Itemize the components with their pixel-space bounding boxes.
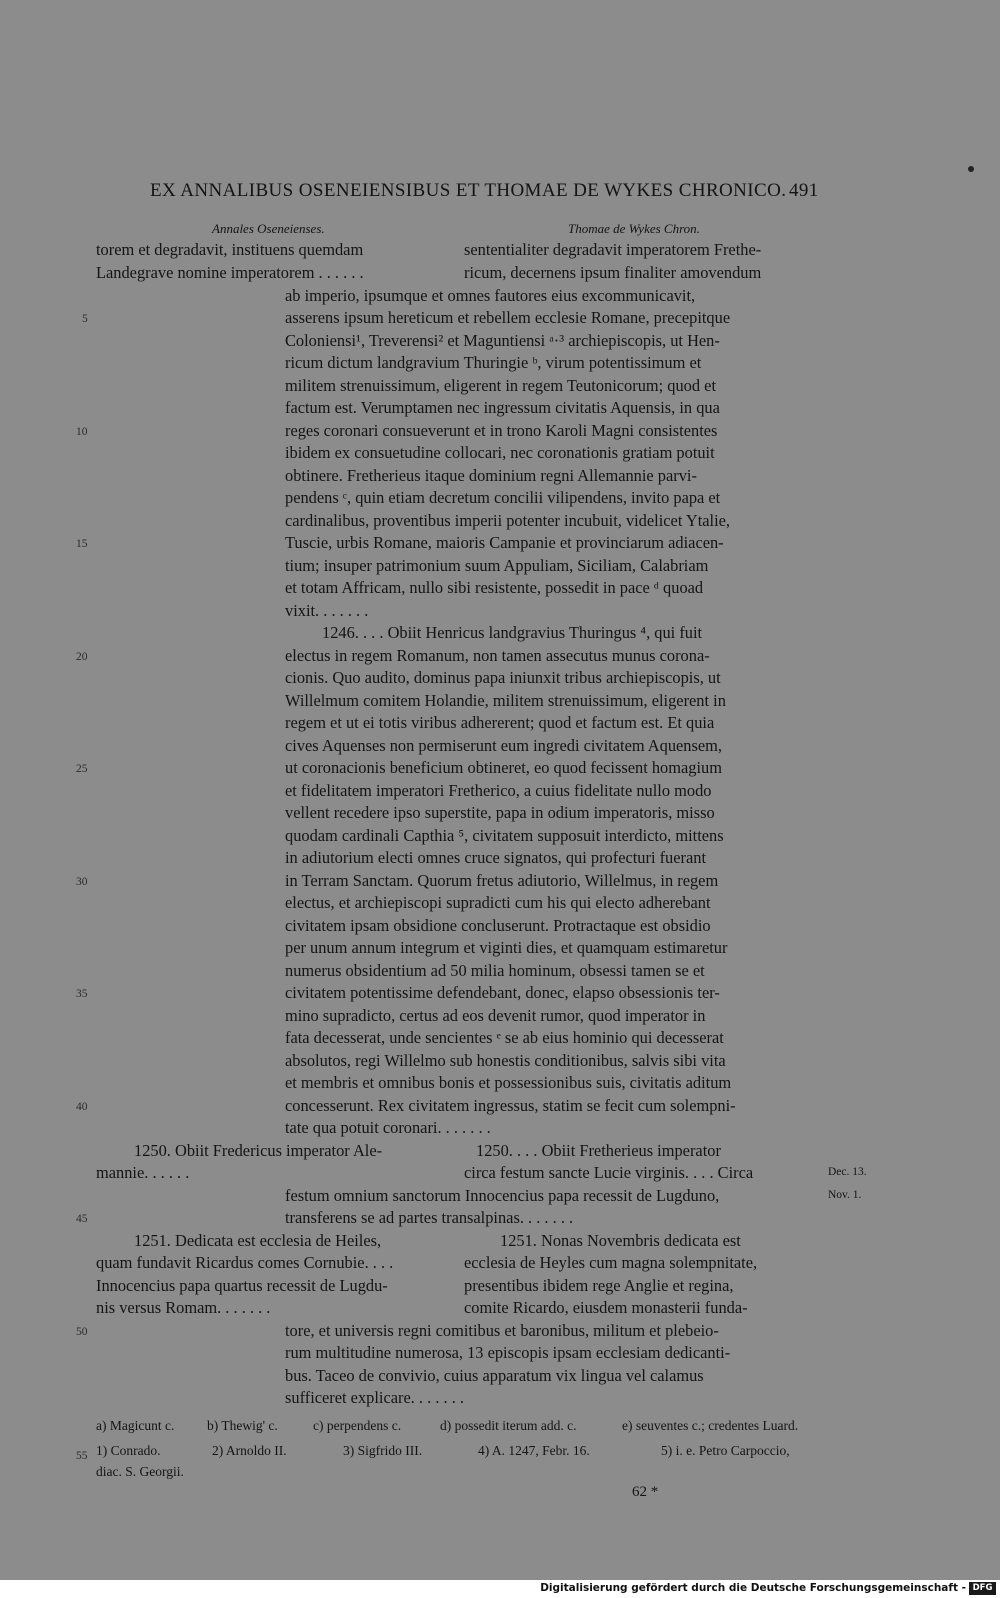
digitization-footer bbox=[0, 1580, 1000, 1598]
text-line: civitatem potentissime defendebant, donec, elapso obsessionis ter- bbox=[285, 983, 720, 1002]
dfg-logo-icon: DFG bbox=[969, 1582, 996, 1595]
text-line: cardinalibus, proventibus imperii potenter incubuit, videlicet Ytalie, bbox=[285, 511, 731, 530]
text-line: vixit. . . . . . . bbox=[285, 601, 369, 620]
text-line: Innocencius papa quartus recessit de Lugdu- bbox=[96, 1276, 388, 1295]
text-line: et membris et omnibus bonis et possessionibus suis, civitatis aditum bbox=[285, 1073, 732, 1092]
text-line: absolutos, regi Willelmo sub honestis conditionibus, salvis sibi vita bbox=[285, 1051, 726, 1070]
text-line: 1251. Nonas Novembris dedicata est bbox=[500, 1231, 741, 1250]
text-line: factum est. Verumptamen nec ingressum civitatis Aquensis, in qua bbox=[285, 398, 720, 417]
footnote: 5) i. e. Petro Carpoccio, bbox=[661, 1443, 790, 1458]
text-line: electus in regem Romanum, non tamen assecutus munus corona- bbox=[285, 646, 710, 665]
text-line: sententialiter degradavit imperatorem Frethe- bbox=[464, 240, 762, 259]
text-line: ut coronacionis beneficium obtineret, eo quod fecissent homagium bbox=[285, 758, 722, 777]
line-number: 55 bbox=[76, 1450, 88, 1462]
text-line: cionis. Quo audito, dominus papa iniunxit tribus archiepiscopis, ut bbox=[285, 668, 721, 687]
text-line: rum multitudine numerosa, 13 episcopis ipsam ecclesiam dedicanti- bbox=[285, 1343, 731, 1362]
footnote: 3) Sigfrido III. bbox=[343, 1443, 423, 1458]
footnote: diac. S. Georgii. bbox=[96, 1464, 184, 1479]
footnote: a) Magicunt c. bbox=[96, 1418, 175, 1433]
text-line: et fidelitatem imperatori Fretherico, a cuius fidelitate nullo modo bbox=[285, 781, 712, 800]
text-line: tore, et universis regni comitibus et baronibus, militum et plebeio- bbox=[285, 1321, 719, 1340]
text-line: bus. Taceo de convivio, cuius apparatum vix lingua vel calamus bbox=[285, 1366, 704, 1385]
text-line: quodam cardinali Capthia ⁵, civitatem supposuit interdicto, mittens bbox=[285, 826, 724, 845]
text-line: concesserunt. Rex civitatem ingressus, statim se fecit cum solempni- bbox=[285, 1096, 736, 1115]
text-line: 1246. . . . Obiit Henricus landgravius Thuringus ⁴, qui fuit bbox=[322, 623, 703, 642]
text-line: per unum annum integrum et viginti dies, et quamquam estimaretur bbox=[285, 938, 728, 957]
text-line: quam fundavit Ricardus comes Cornubie. . . . bbox=[96, 1253, 394, 1272]
text-line: mino supradicto, certus ad eos devenit rumor, quod imperator in bbox=[285, 1006, 706, 1025]
text-line: regem et ut ei totis viribus adhererent; quod et factum est. Et quia bbox=[285, 713, 715, 732]
text-line: comite Ricardo, eiusdem monasterii funda- bbox=[464, 1298, 748, 1317]
text-line: circa festum sancte Lucie virginis. . . . Circa bbox=[464, 1163, 754, 1182]
column-head-left: Annales Oseneienses. bbox=[212, 221, 325, 236]
text-line: ricum dictum landgravium Thuringie ᵇ, virum potentissimum et bbox=[285, 353, 702, 372]
date-margin-note: Nov. 1. bbox=[828, 1189, 862, 1201]
running-title: EX ANNALIBUS OSENEIENSIBUS ET THOMAE DE WYKES CHRONICO. bbox=[150, 180, 787, 201]
text-line: militem strenuissimum, eligerent in regem Teutonicorum; quod et bbox=[285, 376, 716, 395]
line-number: 30 bbox=[76, 876, 88, 888]
text-line: ricum, decernens ipsum finaliter amovendum bbox=[464, 263, 762, 282]
text-line: obtinere. Fretherieus itaque dominium regni Allemannie parvi- bbox=[285, 466, 697, 485]
text-line: 1250. Obiit Fredericus imperator Ale- bbox=[134, 1141, 383, 1160]
text-line: civitatem ipsam obsidione concluserunt. Protractaque est obsidio bbox=[285, 916, 711, 935]
footnote: 1) Conrado. bbox=[96, 1443, 161, 1458]
line-number: 35 bbox=[76, 988, 88, 1000]
line-number: 50 bbox=[76, 1326, 88, 1338]
footnote: 2) Arnoldo II. bbox=[212, 1443, 287, 1458]
footnote: d) possedit iterum add. c. bbox=[440, 1418, 577, 1433]
text-line: transferens se ad partes transalpinas. . . . . . . bbox=[285, 1208, 574, 1227]
footnote: c) perpendens c. bbox=[313, 1418, 402, 1433]
footnote: 4) A. 1247, Febr. 16. bbox=[478, 1443, 590, 1458]
text-line: in adiutorium electi omnes cruce signatos, qui profecturi fuerant bbox=[285, 848, 707, 867]
text-line: sufficeret explicare. . . . . . . bbox=[285, 1388, 465, 1407]
text-line: ibidem ex consuetudine collocari, nec coronationis gratiam potuit bbox=[285, 443, 715, 462]
text-line: numerus obsidentium ad 50 milia hominum, obsessi tamen se et bbox=[285, 961, 705, 980]
text-line: torem et degradavit, instituens quemdam bbox=[96, 240, 364, 259]
text-line: et totam Affricam, nullo sibi resistente, possedit in pace ᵈ quoad bbox=[285, 578, 704, 597]
text-line: ab imperio, ipsumque et omnes fautores eius excommunicavit, bbox=[285, 286, 696, 305]
line-number: 45 bbox=[76, 1213, 88, 1225]
printer-signature: 62 * bbox=[632, 1484, 659, 1500]
ink-dot bbox=[968, 166, 974, 172]
text-line: Tuscie, urbis Romane, maioris Campanie et provinciarum adiacen- bbox=[285, 533, 724, 552]
text-line: presentibus ibidem rege Anglie et regina, bbox=[464, 1276, 734, 1295]
text-line: Landegrave nomine imperatorem . . . . . . bbox=[96, 263, 364, 282]
text-line: cives Aquenses non permiserunt eum ingredi civitatem Aquensem, bbox=[285, 736, 722, 755]
line-number: 40 bbox=[76, 1101, 88, 1113]
text-line: nis versus Romam. . . . . . . bbox=[96, 1298, 271, 1317]
text-line: pendens ᶜ, quin etiam decretum concilii vilipendens, invito papa et bbox=[285, 488, 721, 507]
text-line: 1250. . . . Obiit Fretherieus imperator bbox=[476, 1141, 721, 1160]
text-line: electus, et archiepiscopi supradicti cum his qui electo adherebant bbox=[285, 893, 711, 912]
text-line: tate qua potuit coronari. . . . . . . bbox=[285, 1118, 491, 1137]
text-line: asserens ipsum hereticum et rebellem ecclesie Romane, precepitque bbox=[285, 308, 731, 327]
line-number: 20 bbox=[76, 651, 88, 663]
column-head-right: Thomae de Wykes Chron. bbox=[568, 221, 700, 236]
page-number: 491 bbox=[789, 180, 819, 201]
text-line: Coloniensi¹, Treverensi² et Maguntiensi ᵃ·³ archiepiscopis, ut Hen- bbox=[285, 331, 720, 350]
text-line: ecclesia de Heyles cum magna solempnitate, bbox=[464, 1253, 758, 1272]
line-number: 10 bbox=[76, 426, 88, 438]
line-number: 25 bbox=[76, 763, 88, 775]
text-line: Willelmum comitem Holandie, militem strenuissimum, eligerent in bbox=[285, 691, 726, 710]
text-line: mannie. . . . . . bbox=[96, 1163, 190, 1182]
text-line: in Terram Sanctam. Quorum fretus adiutorio, Willelmus, in regem bbox=[285, 871, 719, 890]
line-number: 15 bbox=[76, 538, 88, 550]
line-number: 5 bbox=[82, 313, 88, 325]
text-line: fata decesserat, unde sencientes ᵉ se ab eius hominio qui decesserat bbox=[285, 1028, 724, 1047]
footnote: e) seuventes c.; credentes Luard. bbox=[622, 1418, 799, 1433]
footnote: b) Thewig' c. bbox=[207, 1418, 278, 1433]
footer-text: Digitalisierung gefördert durch die Deutsche Forschungsgemeinschaft - bbox=[540, 1582, 966, 1594]
text-line: tium; insuper patrimonium suum Appuliam, Siciliam, Calabriam bbox=[285, 556, 709, 575]
text-line: festum omnium sanctorum Innocencius papa recessit de Lugduno, bbox=[285, 1186, 720, 1205]
text-line: 1251. Dedicata est ecclesia de Heiles, bbox=[134, 1231, 382, 1250]
text-line: reges coronari consueverunt et in trono Karoli Magni consistentes bbox=[285, 421, 718, 440]
date-margin-note: Dec. 13. bbox=[828, 1166, 867, 1178]
text-line: vellent recedere ipso superstite, papa in odium imperatoris, misso bbox=[285, 803, 715, 822]
